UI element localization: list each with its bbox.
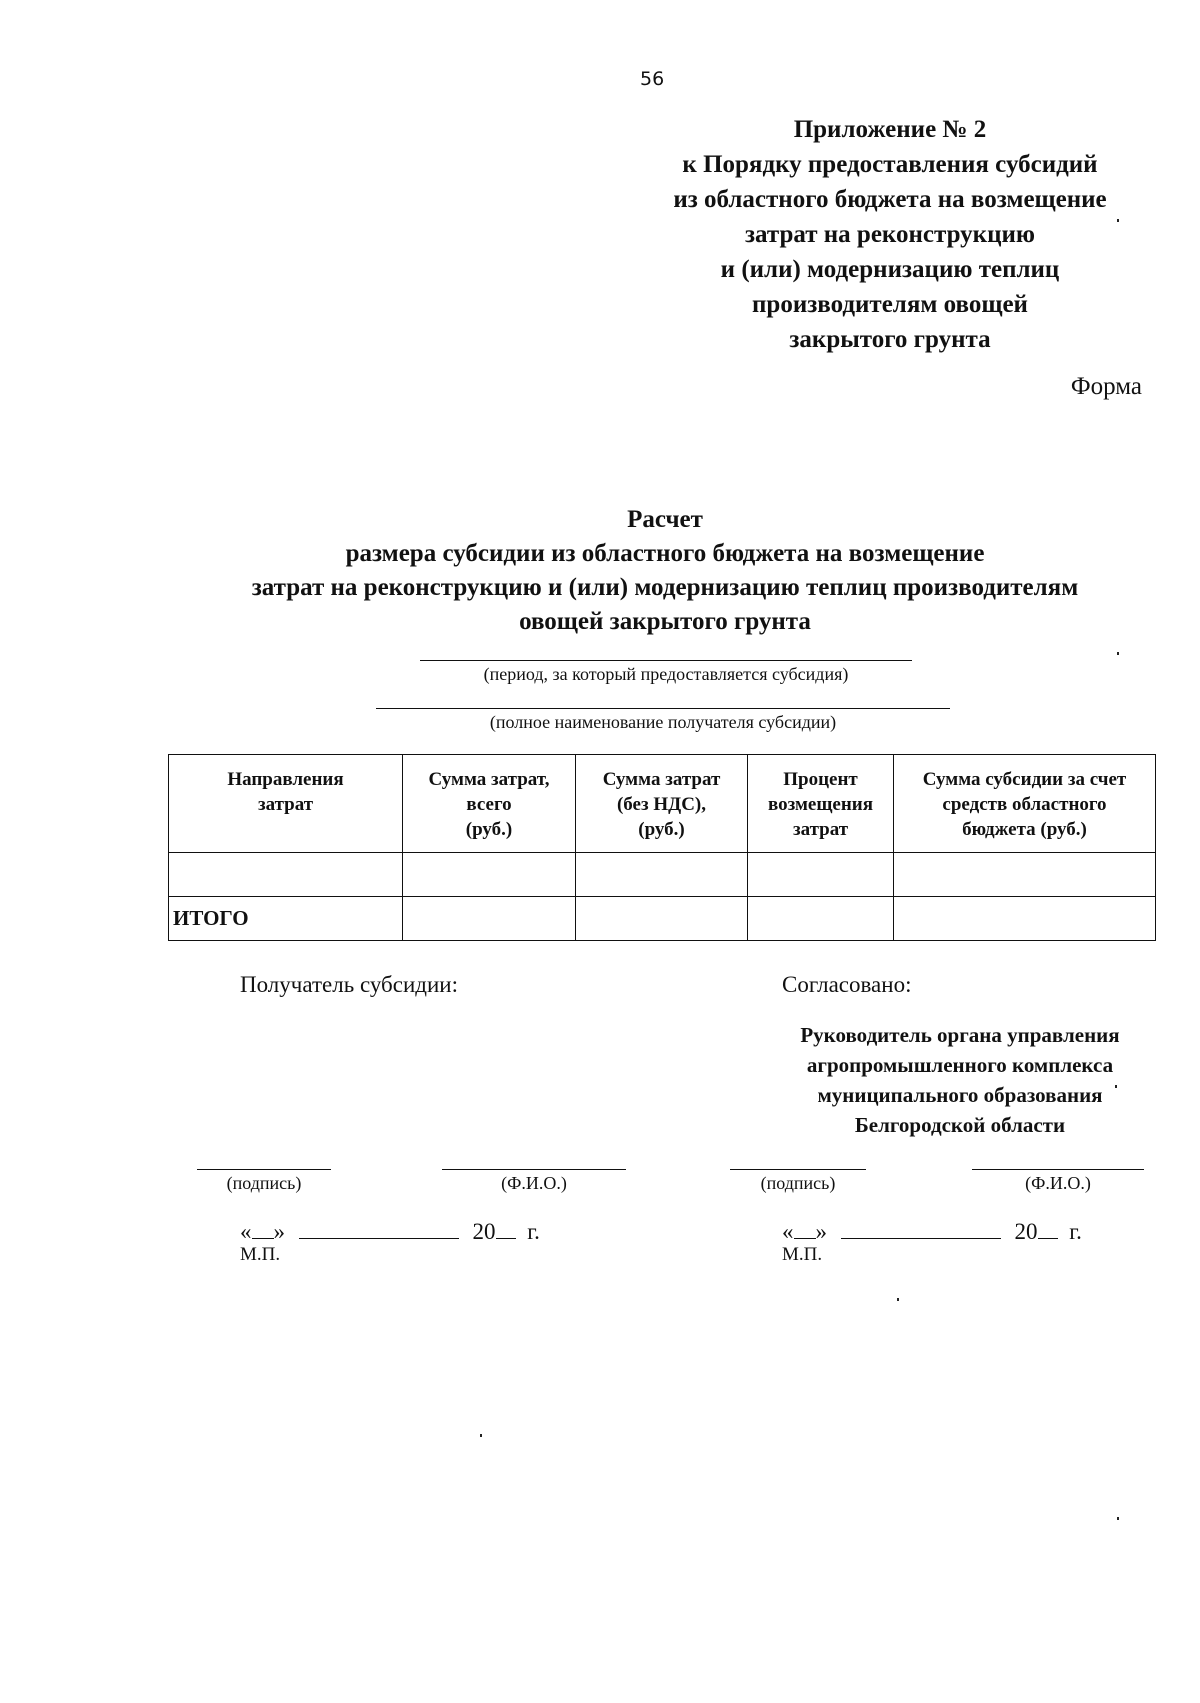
recipient-signature-line[interactable] bbox=[197, 1169, 331, 1170]
table-cell[interactable] bbox=[403, 853, 576, 897]
title-line: затрат на реконструкцию и (или) модернизацию теплиц производителям bbox=[251, 574, 1079, 601]
scan-speck bbox=[1117, 1517, 1119, 1520]
header-line: Сумма субсидии за счет bbox=[922, 769, 1127, 790]
approver-title bbox=[730, 1020, 1190, 1140]
column-header-costs-without-vat bbox=[576, 755, 748, 853]
period-field-line[interactable] bbox=[420, 660, 912, 661]
appendix-line: закрытого грунта bbox=[789, 326, 991, 353]
year-suffix: г. bbox=[527, 1219, 540, 1244]
column-header-cost-directions bbox=[169, 755, 403, 853]
table-header-row bbox=[169, 755, 1156, 853]
year-prefix: 20 bbox=[1014, 1219, 1038, 1244]
table-cell[interactable] bbox=[748, 897, 894, 941]
table-cell[interactable] bbox=[748, 853, 894, 897]
table-cell[interactable] bbox=[894, 853, 1156, 897]
header-line: (руб.) bbox=[465, 819, 513, 840]
total-label: ИТОГО bbox=[169, 897, 403, 941]
table-total-row bbox=[169, 897, 1156, 941]
column-header-total-costs bbox=[403, 755, 576, 853]
date-open-quote: « bbox=[240, 1219, 252, 1244]
column-header-subsidy-amount bbox=[894, 755, 1156, 853]
header-line: Направления bbox=[227, 769, 344, 790]
day-blank[interactable] bbox=[794, 1238, 816, 1239]
year-blank[interactable] bbox=[496, 1238, 516, 1239]
header-line: Сумма затрат, bbox=[428, 769, 550, 790]
document-title bbox=[120, 503, 1200, 639]
header-line: (руб.) bbox=[638, 819, 685, 840]
approver-title-line: Белгородской области bbox=[854, 1113, 1066, 1137]
recipient-name-caption-fio: (Ф.И.О.) bbox=[501, 1173, 567, 1193]
day-blank[interactable] bbox=[252, 1238, 274, 1239]
approver-title-line: Руководитель органа управления bbox=[800, 1023, 1120, 1047]
appendix-line: производителям овощей bbox=[752, 291, 1028, 318]
recipient-date-line bbox=[240, 1219, 540, 1245]
appendix-line: из областного бюджета на возмещение bbox=[673, 186, 1107, 213]
header-line: бюджета (руб.) bbox=[962, 819, 1087, 840]
title-line: овощей закрытого грунта bbox=[519, 608, 811, 635]
approved-label: Согласовано: bbox=[782, 972, 912, 997]
approver-date-line bbox=[782, 1219, 1082, 1245]
title-line: размера субсидии из областного бюджета на возмещение bbox=[345, 540, 985, 567]
table-cell[interactable] bbox=[576, 853, 748, 897]
month-blank[interactable] bbox=[841, 1238, 1001, 1239]
title-line: Расчет bbox=[627, 506, 703, 533]
scan-speck bbox=[1117, 652, 1119, 655]
recipient-seal-mark: М.П. bbox=[240, 1244, 281, 1265]
recipient-signature-caption: (подпись) bbox=[226, 1173, 302, 1193]
page-number: 56 bbox=[640, 68, 665, 90]
approver-title-line: агропромышленного комплекса bbox=[806, 1053, 1114, 1077]
scan-speck bbox=[1115, 1085, 1117, 1088]
table-row bbox=[169, 853, 1156, 897]
appendix-line: к Порядку предоставления субсидий bbox=[682, 151, 1098, 178]
appendix-header bbox=[610, 112, 1170, 357]
approver-seal-mark: М.П. bbox=[782, 1244, 823, 1265]
date-open-quote: « bbox=[782, 1219, 794, 1244]
header-line: (без НДС), bbox=[616, 794, 707, 815]
approver-name-line[interactable] bbox=[972, 1169, 1144, 1170]
column-header-reimbursement-percent bbox=[748, 755, 894, 853]
table-cell[interactable] bbox=[403, 897, 576, 941]
period-caption: (период, за который предоставляется субсидия) bbox=[483, 664, 849, 684]
approver-name-caption-fio: (Ф.И.О.) bbox=[1025, 1173, 1091, 1193]
scan-speck bbox=[897, 1298, 899, 1301]
form-label: Форма bbox=[1070, 373, 1142, 400]
header-line: Сумма затрат bbox=[602, 769, 721, 790]
header-line: возмещения bbox=[767, 794, 874, 815]
recipient-label: Получатель субсидии: bbox=[240, 972, 458, 997]
header-line: Процент bbox=[783, 769, 858, 790]
appendix-line: Приложение № 2 bbox=[793, 116, 987, 143]
approver-signature-caption: (подпись) bbox=[760, 1173, 836, 1193]
date-close-quote: » bbox=[273, 1219, 285, 1244]
year-suffix: г. bbox=[1069, 1219, 1082, 1244]
table-cell[interactable] bbox=[894, 897, 1156, 941]
recipient-name-field-line[interactable] bbox=[376, 708, 950, 709]
header-line: затрат bbox=[792, 819, 849, 840]
header-line: затрат bbox=[257, 794, 314, 815]
year-prefix: 20 bbox=[472, 1219, 496, 1244]
year-blank[interactable] bbox=[1038, 1238, 1058, 1239]
recipient-name-line[interactable] bbox=[442, 1169, 626, 1170]
approver-signature-line[interactable] bbox=[730, 1169, 866, 1170]
month-blank[interactable] bbox=[299, 1238, 459, 1239]
table-cell[interactable] bbox=[576, 897, 748, 941]
approver-title-line: муниципального образования bbox=[817, 1083, 1103, 1107]
calculation-table bbox=[168, 754, 1156, 941]
header-line: всего bbox=[466, 794, 512, 815]
table-cell[interactable] bbox=[169, 853, 403, 897]
scan-speck bbox=[480, 1434, 482, 1437]
appendix-line: и (или) модернизацию теплиц bbox=[720, 256, 1060, 283]
appendix-line: затрат на реконструкцию bbox=[745, 221, 1035, 248]
scan-speck bbox=[1117, 219, 1119, 222]
recipient-name-caption: (полное наименование получателя субсидии) bbox=[489, 712, 837, 732]
header-line: средств областного bbox=[942, 794, 1107, 815]
date-close-quote: » bbox=[815, 1219, 827, 1244]
